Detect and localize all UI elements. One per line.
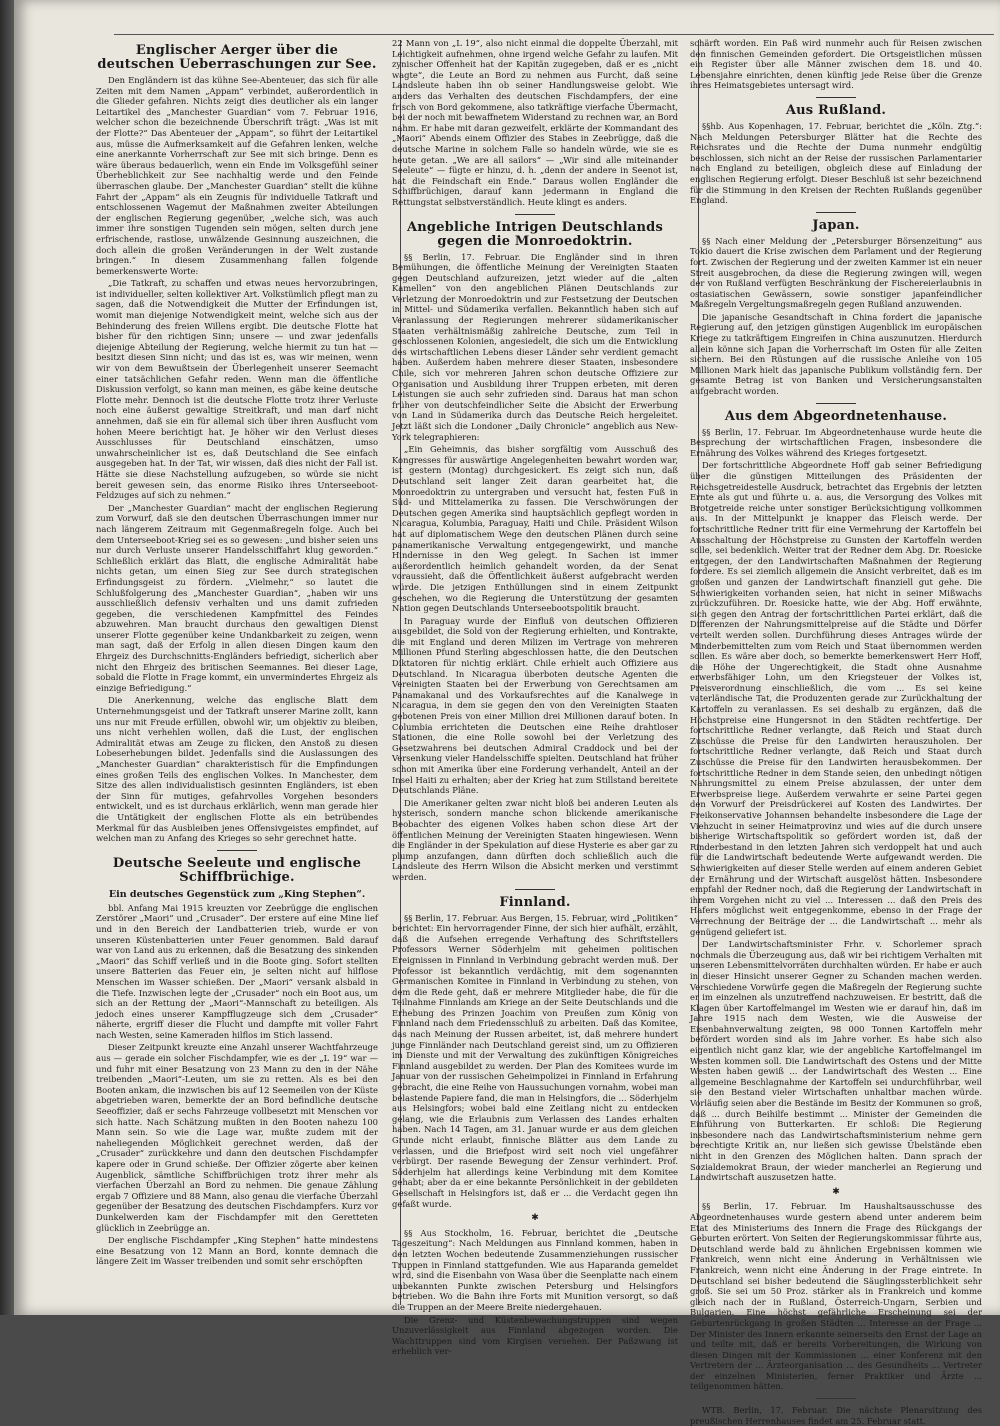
paragraph: Die Anerkennung, welche das englische Blatt dem Unternehmungsgeist und der Tatkraft unserer Marine zollt, kann uns nur mit Freude erfüllen, obwohl wir, um objektiv zu bleiben, uns nicht verhehlen wollen, daß die Lust, der englischen Admiralität etwas am Zeuge zu flicken, den Anstoß zu diesen Lobeserhebungen bildet. Jedenfalls sind die Auslassungen des „Manchester Guardian“ charakteristisch für die Empfindungen eines großen Teils des englischen Volkes. In Manchester, dem Sitze des allen individualistisch gesinnten Engländers, ist eben der Sinn für mutiges, gefahrvolles Vorgehen besonders entwickelt, und es ist durchaus erklärlich, wenn man gerade hier die Untätigkeit der englischen Flotte als ein betrübendes Merkmal für das Ausbleiben jenes Offensivgeistes empfindet, auf welchen man zu Anfang des Krieges so sehr gerechnet hatte. <box>96 695 378 844</box>
paragraph: WTB. Berlin, 17. Februar. Die nächste Plenarsitzung des preußischen Herrenhauses findet am 25. Februar statt. <box>690 1405 982 1426</box>
paragraph: §§ Nach einer Meldung der „Petersburger Börsenzeitung“ aus Tokio dauert die Krise zwischen dem Parlament und der Regierung fort. Zwischen der Regierung und der zweiten Kammer ist ein neuer Streit ausgebrochen, da diese die Regierung zwingen will, wegen der von Rußland verfügten Beschränkung der Fischereierlaubnis in ostasiatischen Gewässern, sowie sonstiger japanfeindlicher Maßregeln Vergeltungsmaßregeln gegen Rußland anzuwenden. <box>690 235 982 310</box>
book-binding <box>0 0 14 1315</box>
headline-finnland: Finnland. <box>499 894 571 910</box>
paragraph: Der „Manchester Guardian“ macht der englischen Regierung zum Vorwurf, daß sie den deutschen Überraschungen immer nur nach längerem Zeitraum mit Gegenmaßregeln folge. Auch bei dem Unterseeboot-Krieg sei es so gewesen: „und bisher seien uns nur durch Verluste unserer Handelsschiffahrt klug geworden.“ Schließlich erklärt das Blatt, die englische Admiralität habe nichts getan, um einen Sieg zur See durch strategischen Erfindungsgeist zu fördern. „Vielmehr,“ so lautet die Schlußfolgerung des „Manchester Guardian“, „haben wir uns ausschließlich defensiv verhalten und uns damit zufrieden gegeben, die verschiedenen Kampfmittel des Feindes abzuwehren. Man braucht durchaus den gewaltigen Dienst unserer Flotte gegenüber keine Undankbarkeit zu zeigen, wenn man sagt, daß der Erfolg in allen diesen Dingen kaum den Ehrgeiz des Durchschnitts-Engländers befriedigt, sicherlich aber nicht den Ehrgeiz des britischen Seemannes. Bei dieser Lage, sobald die Flotte in Frage kommt, ein unvermindertes Ehrgeiz als einzige Befriedigung.“ <box>96 502 378 693</box>
paragraph: §§ Aus Stockholm, 16. Februar, berichtet die „Deutsche Tageszeitung“: Nach Meldungen aus Finnland kommen, haben in den letzten Wochen bedeutende Zusammenziehungen russischer Truppen in Finnland stattgefunden. Wie aus Haparanda gemeldet wird, sind die Eisenbahn von Wasa über die Seenplatte nach einem unbekannten Punkte zwischen Petersburg und Helsingfors betrieben. Wo die Bahn ihre Forts mit Munition versorgt, so daß die Truppen an der Meere Breite niedergehauen. <box>392 1227 679 1312</box>
paragraph: Den Engländern ist das kühne See-Abenteuer, das sich für alle Zeiten mit dem Namen „Appam“ verbindet, außerordentlich in die Glieder gefahren. Nichts zeigt dies deutlicher als ein langer Leitartikel des „Manchester Guardian“ vom 7. Februar 1916, welcher schon die bezeichnende Überschrift trägt: „Was ist mit der Flotte?“ Das Abenteuer der „Appam“, so führt der Leitartikel aus, müsse die Aufmerksamkeit auf die Gefahren lenken, welche eine anerkannte Vorherrschaft zur See mit sich bringe. Denn es wäre überaus bedauerlich, wenn ein Ende im Volksgefühl seiner Überheblichkeit zur See nachhaltig werde und den Feinde überraschen glaube. Der „Manchester Guardian“ stellt die kühne Fahrt der „Appam“ als ein Zeugnis für individuelle Tatkraft und entschlossenen Wagemut der Maßnahmen zweiter Abteilungen der englischen Regierung gegenüber, „welche sich, was auch immer ihre sonstigen Tugenden sein mögen, selten durch jene erfrischende, rastlose, unwälzende Gesinnung auszeichnen, die doch allein die großen Veränderungen in der Welt zustande bringen.“ In diesem Zusammenhang fallen folgende bemerkenswerte Worte: <box>96 75 378 276</box>
headline-abgeordnetenhaus: Aus dem Abgeordnetenhause. <box>724 408 948 424</box>
paragraph: „Ein Geheimnis, das bisher sorgfältig vom Ausschuß des Kongresses für auswärtige Angelegenheiten bewahrt worden war, ist gestern (Montag) durchgesickert. Es zeigt sich nun, daß Deutschland seit langer Zeit daran gearbeitet hat, die Monroedoktrin zu untergraben und versucht hat, festen Fuß in Süd- und Mittelamerika zu fassen. Die Verschwörungen der Deutschen gegen Amerika sind hauptsächlich gepflegt worden in Nicaragua, Kolumbia, Paraguay, Haiti und Chile. Präsident Wilson hat auf diplomatischem Wege den deutschen Plänen durch seine panamerikanische Verwaltung entgegengewirkt, und manche Hindernisse in den Weg gelegt. In Sachen ist immer außerordentlich heimlich gehandelt worden, da der Senat voraussieht, daß die Öffentlichkeit äußerst aufgebracht werden würde. Die jetzigen Enthüllungen sind in einem Zeitpunkt geschehen, wo die Regierung die Unterstützung der gesamten Nation gegen Deutschlands Unterseebootspolitik braucht. <box>392 444 678 614</box>
paragraph: §§ Berlin, 17. Februar. Die Engländer sind in ihren Bemühungen, die öffentliche Meinung der Vereinigten Staaten gegen Deutschland aufzureizen, jetzt wieder auf die „alten Kamellen“ von den angeblichen Plänen Deutschlands zur Verletzung der Monroedoktrin und zur Festsetzung der Deutschen in Mittel- und Südamerika verfallen. Bekanntlich haben sich auf Veranlassung der Regierungen mehrerer südamerikanischer Staaten verhältnismäßig zahlreiche Deutsche, zum Teil in geschlossenen Kolonien, angesiedelt, die sich um die Entwicklung des wirtschaftlichen Lebens dieser Länder sehr verdient gemacht haben. Außerdem haben mehrere dieser Staaten, insbesondere Chile, sich vor mehreren Jahren schon deutsche Offiziere zur Organisation und Ausbildung ihrer Truppen erbeten, mit deren Leistungen sie auch sehr zufrieden sind. Daraus hat man schon früher von deutschfeindlicher Seite die Absicht der Erwerbung von Land in Südamerika durch das Deutsche Reich hergeleitet. Jetzt läßt sich die Londoner „Daily Chronicle“ angeblich aus New-York telegraphieren: <box>392 251 678 442</box>
separator <box>515 889 555 890</box>
paragraph: §§ Berlin, 17. Februar. Im Haushaltsausschusse des Abgeordnetenhauses wurde gestern abend unter anderem beim Etat des Ministeriums des Innern die Frage des Rückgangs der Geburten erörtert. Von Seiten der Regierungskommissar führte aus, Deutschland werde bald zu ähnlichen Ergebnissen kommen wie Frankreich, wenn nicht eine Änderung in Verhältnissen wie Frankreich, wenn nicht eine Änderung in der Frage eintrete. In Deutschland sei bisher bedeutend die Säuglingssterblichkeit sehr groß. Sie sei um 50 Proz. stärker als in Frankreich und komme gleich nach der in Rußland, Österreich-Ungarn, Serbien und Bulgarien. Eine höchst gefährliche Erscheinung sei der Geburtenrückgang in großen Städten ... Interesse an der Frage ... Der Minister des Innern erkannte seinerseits den Ernst der Lage an und teilte mit, daß er bereits Vorbereitungen, die Wirkung von diesen Dingen mit der Kommissionen ... einer Konferenz mit den Vertretern der ... Ärzteorganisation ... des Gesundheits ... Vertreter der einzelnen Ministerien, ferner Praktiker und Ärzte ... teilgenommen hätten. <box>690 1201 982 1392</box>
paragraph: Der fortschrittliche Abgeordnete Hoff gab seiner Befriedigung über die günstigen Mitteilungen des Präsidenten der Reichsgetreidestelle Ausdruck, betrachtet das Ergebnis der letzten Ernte als gut und führte u. a. aus, die Versorgung des Volkes mit Brotgetreide reiche unter sonstiger Berücksichtigung vollkommen aus. In der Mittelpunkt je knapper das Fleisch werde. Der fortschrittliche Redner tritt für eine Vermehrung der Kartoffeln bei Ausschaltung der Höchstpreise zu Gunsten der Kartoffeln werden solle, sei bedenklich. Weiter trat der Redner dem Abg. Dr. Roesicke entgegen, der den Landwirtschaften Maßnahmen der Regierung fordere. Es sei ziemlich allgemein die Ansicht verbreitet, daß es im großen und ganzen der Landwirtschaft finanziell gut gehe. Die Schwierigkeiten vorhanden seien, hat nicht in seiner Mißwachs zurückzuführen. Dr. Roesicke hatte, wie der Abg. Hoff erwähnte, sich gegen den Antrag der fortschrittlichen Partei erklärt, daß die Differenzen der Nahrungsmittelpreise auf die Städte und Dörfer verteilt werden sollen. Durchführung dieses Antrages würde der Minderbemittelten zum vom Reich und Staat übernommen werden sollen. Es wäre aber doch, so bemerkte bemerkenswert Herr Hoff, die Höhe der Ungerechtigkeit, die Stadt ohne Ausnahme erwerbsfähiger Lohn, um den Kriegsteuer der Volkes ist, Preisverordnung einschließlich, die vom ... Es sei keine vaterländische Tat, die Produzenten gerade zur Zurückhaltung der Kartoffeln zu veranlassen. Es sei deshalb zu ergänzen, daß die Höchstpreise eine Hungersnot in den Städten rechtfertige. Der fortschrittliche Redner verlangte, daß Reich und Staat durch Zuschüsse die Preise für den Landwirten herauszuholen. Der fortschrittliche Redner verlangte, daß Reich und Staat durch Zuschüsse die Preise für den Landwirten herausbekommen. Der fortschrittliche Redner in dem Stande seien, den unbedingt nötigen Nahrungsmittel zu einem Preise abzulassen, der unter dem Erwerbspreise liege. Außerdem verwahrte er seine Partei gegen den Vorwurf der Preisdrückerei auf Kosten des Landwirtes. Der Freikonservative Johannsen behandelte insbesondere die Lage der Viehzucht in seiner Heimatprovinz und wies auf die durch unsere bisherige Wirtschaftspolitik so gefördert worden ist, daß der Rinderbestand in den letzten Jahren sich verdoppelt hat und auch für die Landwirtschaft bedeutende Werte aufgewandt werden. Die Schwierigkeiten auf dieser Stelle werden auf einem anderen Gebiet der Ernährung und der Wirtschaft ausgelöst hätten. Insbesondere empfahl der Redner noch, daß die Regierung der Landwirtschaft in ihrem Vorgehen nicht zu viel ... Interessen ... daß den Preis des Hafers möglichst weit entgegenkomme, ebenso in der Frage der Verrechnung der Beiträge der ... die Landwirtschaft ... mehr als genügend geliefert ist. <box>690 460 982 937</box>
headline-monroedoktrin: Angebliche Intrigen Deutschlands gegen die Monroedoktrin. <box>406 219 663 249</box>
paragraph: §§hb. Aus Kopenhagen, 17. Februar, berichtet die „Köln. Ztg.“: Nach Meldungen Petersburger Blätter hat die Rechte des Reichsrates und die Rechte der Duma nunmehr endgültig beschlossen, sich nicht an der Reise der russischen Parlamentarier nach England zu beteiligen, obgleich diese auf Einladung der englischen Regierung erfolgt. Dieser Beschluß ist sehr bezeichnend für die Stimmung in den Kreisen der Rechten Rußlands gegenüber England. <box>690 120 982 206</box>
separator <box>816 403 856 404</box>
asterisk-divider: ✱ <box>531 1213 539 1224</box>
headline-deutsche-seeleute: Deutsche Seeleute und englische Schiffbrüchige. <box>112 855 362 885</box>
separator <box>217 850 257 851</box>
paragraph: §§ Berlin, 17. Februar. Im Abgeordnetenhause wurde heute die Besprechung der wirtschaftlichen Fragen, insbesondere die Ernährung des Volkes während des Krieges fortgesetzt. <box>690 426 982 458</box>
paragraph: Die Grenz- und Küstenbewachungstruppen sind wegen Unzuverlässigkeit aus Finnland abgezogen worden. Die Wachttruppen sind vom Kirgisen versehen. Der Paßzwang ist erheblich ver- <box>392 1314 678 1357</box>
separator <box>816 97 856 98</box>
paragraph: Die japanische Gesandtschaft in China fordert die japanische Regierung auf, den jetzigen günstigen Augenblick im europäischen Kriege zu tatkräftigem Eingreifen in China auszunutzen. Hierdurch allein könne sich Japan die Vorherrschaft im Osten für alle Zeiten sichern. Bei den Rüstungen auf die russische Anleihe von 105 Millionen Mark hielt das japanische Publikum vollständig fern. Der gesamte Betrag ist von Banken und Versicherungsanstalten aufgebracht worden. <box>690 311 982 397</box>
paragraph: 22 Mann von „L 19“, also nicht einmal die doppelte Überzahl, mit Leichtigkeit aufnehmen, ohne irgend welche Gefahr zu laufen. Mit zynischer Offenheit hat der Kapitän zugegeben, daß er es „nicht wagte“, die Leute an Bord zu nehmen aus Furcht, daß seine Landsleute haben ihn ob seiner Handlungsweise gelobt. Wie anders das Verhalten des deutschen Fischdampfers, der eine frisch von Bord gekommene, also tatkräftige vierfache Übermacht, bei der noch mit bewaffnetem Widerstand zu rechnen war, an Bord nahm. Er habe mit daran gezweifelt, erklärte der Kommandant des „Maori“ Abends einem Offizier des Stabes in Zeebrügge, daß die deutsche Marine in solchem Falle so handeln würde, wie sie es heute getan. „We are all sailors“ — „Wir sind alle miteinander Seeleute“ — fügte er hinzu, d. h. „denn der andere in Seenot ist, hat die Feindschaft ein Ende.“ Daraus wollen Engländer die Schiffbrüchigen, darauf kann jedermann in England die Rettungstat selbstverständlich. Heute klingt es anders. <box>392 38 678 207</box>
separator <box>816 212 856 213</box>
column-2 <box>392 38 679 1357</box>
headline-englischer-aerger: Englischer Aerger über die deutschen Ueberraschungen zur See. <box>97 43 377 72</box>
headline-aus-russland: Aus Rußland. <box>785 102 887 118</box>
asterisk-divider: ✱ <box>832 1186 840 1197</box>
paragraph: Der englische Fischdampfer „King Stephen“ hatte mindestens eine Besatzung von 12 Mann an Bord, konnte demnach die längere Zeit im Wasser treibenden und somit sehr erschöpften <box>96 1235 378 1267</box>
separator <box>816 1398 856 1399</box>
paragraph: bbl. Anfang Mai 1915 kreuzten vor Zeebrügge die englischen Zerstörer „Maori“ und „Crusader“. Der erstere auf eine Mine lief und in den Bereich der Landbatterien trieb, wurde er von unseren Küstenbatterien unter Feuer genommen. Bald darauf war von Land aus zu erkennen, daß die Besatzung des sinkenden „Maori“ das Schiff verließ und in die Boote ging. Sofort stellten unsere Batterien das Feuer ein, je selten nicht auf hilflose Menschen im Wasser schießen. Der „Maori“ versank alsbald in die Tiefe. Inzwischen legte der „Crusader“ noch ein Boot aus, um sich an der Rettung der „Maori“-Mannschaft zu beteiligen. Als jedoch eines unserer Kampfflugzeuge sich dem „Crusader“ näherte, ergriff dieser die Flucht und dampfte mit voller Fahrt nach Westen, seine Kameraden hilflos im Stich lassend. <box>96 902 378 1040</box>
paragraph: Dieser Zeitpunkt kreuzte eine Anzahl unserer Wachtfahrzeuge aus — gerade ein solcher Fischdampfer, wie es der „L 19“ war — und fuhr mit einer Besatzung von 23 Mann zu den in der Nähe treibenden „Maori“-Leuten, um sie zu retten. Als es bei den Booten ankam, die inzwischen bis auf 12 Seemeilen von der Küste abgetrieben waren, bemerkte der an Bord befindliche deutsche Seeoffizier, daß er sechs Fahrzeuge vollbesetzt mit Menschen vor sich hatte. Nach Schätzung mußten in den Booten nahezu 100 Mann sein. So wie die Lage war, mußte zudem mit der naheliegenden Möglichkeit gerechnet werden, daß der „Crusader“ zurückkehre und dann den deutschen Fischdampfer kapere oder in Grund schieße. Der Offizier zögerte aber keinen Augenblick, sämtliche Schiffbrüchigen trotz ihrer mehr als vierfachen Überzahl an Bord zu nehmen. Die genaue Zählung ergab 7 Offiziere und 88 Mann, also genau die vierfache Überzahl gegenüber der Besatzung des deutschen Fischdampfers. Kurz vor Dunkelwerden kam der Fischdampfer mit den Geretteten glücklich in Zeebrügge an. <box>96 1042 379 1233</box>
top-rule <box>114 34 994 35</box>
paragraph: „Die Tatkraft, zu schaffen und etwas neues hervorzubringen, ist individueller, selten kollektiver Art. Volkstümlich pflegt man zu sagen, daß die Notwendigkeit die Mutter der Erfindungen ist, womit man diejenige Notwendigkeit meint, welche sich aus der Behinderung des freien Willens ergibt. Die deutsche Flotte hat bisher für den richtigen Sinn; unsere — und zwar jedenfalls diejenige Abteilung der Regierung, welche hiermit zu tun hat — besitzt diesen Sinn nicht; und das ist es, was wir meinen, wenn wir von dem Bewußtsein der Überlegenheit unserer Seemacht einer tatsächlichen Gefahr reden. Wenn man die öffentliche Diskussion verfolgt, so kann man meinen, es gäbe keine deutsche Flotte mehr. Dennoch ist die deutsche Flotte trotz ihrer Verluste noch eine äußerst gewaltige Streitkraft, und man darf nicht annehmen, daß sie ein für allemal sich über ihren Ausflucht vom hohen Meere berichtigt hat. Je höher wir den Verlust dieses Ausschlusses für Deutschland einschätzen, umso unwahrscheinlicher ist es, daß Deutschland die See einfach ausgegeben hat. In der Tat, wir wissen, daß dies nicht der Fall ist. Hätte sie diese Nachstellung aufzugeben, so würde sie nicht bereit gewesen sein, das enorme Risiko ihres Unterseeboot-Feldzuges auf sich zu nehmen.“ <box>96 278 378 501</box>
paragraph: Der Landwirtschaftsminister Frhr. v. Schorlemer sprach nochmals die Überzeugung aus, daß wir bei richtigem Verhalten mit unseren Lebensmittelvorräten durchhalten würden. Er habe er auch in dieser Hinsicht unserer Gegner zu Schanden machen werden. Verschiedene Vorwürfe gegen die Maßregeln der Regierung suchte er im einzelnen als unzutreffend nachzuweisen. Er bestritt, daß die Klagen über Kartoffelmangel im Westen wie er darauf hin, daß im Jahre 1915 nach dem Westen, wie die Ausweise der Eisenbahnverwaltung zeigten, 98 000 Tonnen Kartoffeln mehr befördert worden sind als im Jahre vorher. Es habe sich also eigentlich nicht ganz klar, wie der angebliche Kartoffelmangel im Westen kommen soll. Die Landwirtschaft des Ostens und der Mitte Westen haben gewiß ... der Landwirtschaft des Westen ... Eine allgemeine Beschlagnahme der Kartoffeln sei undurchführbar, weil sie den Bestand vieler Wirtschaften unhaltbar machen würde. Vorläufig seien aber die Bestände im Besitz der Kommunen so groß, daß ... durch Beihilfe bestimmt ... Minister der Gemeinden die Einführung von Butterkarten. Er schloß: Die Regierung insbesondere nach das Landwirtschaftsministerium nehme gern berechtigte Kritik an, nur ließen sich gewisse Übelstände eben nicht in den Grenzen des Möglichen halten. Dann sprach der Sozialdemokrat Braun, der wieder mancherlei an Regierung und Landwirtschaft auszusetzen hatte. <box>690 939 982 1183</box>
column-3 <box>690 38 982 1426</box>
paragraph: §§ Berlin, 17. Februar. Aus Bergen, 15. Februar, wird „Politiken“ berichtet: Ein hervorragender Finne, der sich hier aufhält, erzählt, daß die Aufsehen erregende Verhaftung des Schriftstellers Professors Werner Söderhjelm mit geheimen politischen Ereignissen in Finnland in Verbindung gebracht werden muß. Der Professor ist bekanntlich verdächtig, mit dem sogenannten Germanischen Komitee in Finnland in Verbindung zu stehen, von dem die Rede geht, daß er mehrere Mitglieder habe, die für die Teilnahme Finnlands am Kriege an der Seite Deutschlands und die Erhebung des Prinzen Joachim von Preußen zum König von Finnland nach dem Friedensschluß zu arbeiten. Daß das Komitee, das nach Meinung der Russen arbeitet, ist, daß mehrere hundert junge Finnländer nach Deutschland gereist sind, um zu Offizieren im Dienste und mit der Verwaltung des zukünftigen Königreiches Finnland ausgebildet zu werden. Der Plan des Komitees wurde im Januar von der russischen Geheimpolizei in Finnland in Erfahrung gebracht, die eine Reihe von Haussuchungen vornahm, wobei man belastende Papiere fand, die man in Helsingfors, die ... Söderhjelm aus Helsingfors; wobei bald eine Zeitlang nicht zu entdecken gelang, wie die Erlaubnis zum Verlassen des Landes erhalten haben. Nach 14 Tagen, am 31. Januar wurde er aus dem gleichen Grunde nicht erlaubt, finnische Blätter aus dem Lande zu verlassen, und die Briefpost wird seit noch viel ungefährer verbürgt. Der rasende Bewegung der Zensur verhindert. Prof. Söderhjelm hat allerdings keine Verbindung mit dem Komitee gehabt; aber da er eine bekannte Persönlichkeit in der gebildeten Gesellschaft in Helsingfors ist, daß er ... die Verdacht gegen ihn gefaßt wurde. <box>392 912 678 1209</box>
paragraph: In Paraguay wurde der Einfluß von deutschen Offizieren ausgebildet, die Sold von der Regierung erhielten, und Kontrakte, die mit England und deren Milizen im Vertrage von mehreren Millionen Pfund Sterling abgeschlossen hatte, die den Deutschen Diktatoren für nichtig erklärt. Chile erhielt auch Offiziere aus Deutschland. In Nicaragua überboten deutsche Agenten die Vereinigten Staaten bei der Erwerbung von Gerechtsamen am Panamakanal und des Vorkaufsrechtes auf die Kanalwege in Nicaragua, in dem sie gegen den von den Vereinigten Staaten gebotenen Preis von einer Million drei Millionen darauf boten. In Columbia errichteten die Deutschen eine Reihe drahtloser Stationen, die eine Rolle sowohl bei der Verletzung des Gesetzwahrens bei deutschen Admiral Craddock und bei der Versenkung vieler Handelsschiffe spielten. Deutschland hat früher schon mit Amerika über eine Forderung verhandelt, Anteil an der Insel Haiti zu erhalten; aber der Krieg hat zum Stillstand bereitete Deutschlands Pläne. <box>392 615 678 796</box>
column-1 <box>96 38 378 1308</box>
separator <box>515 214 555 215</box>
paragraph: Die Amerikaner gelten zwar nicht bloß bei anderen Leuten als hysterisch, sondern manche schon blickende amerikanische Beobachter des eigenen Volkes haben schon diese Art der öffentlichen Meinung der Vereinigten Staaten hingewiesen. Wenn die Engländer in der Spekulation auf diese Hysterie es aber gar zu plump anzufangen, dann dürften doch schließlich auch die Landsleute des Herrn Wilson die Absicht merken und verstimmt werden. <box>392 797 678 882</box>
paragraph: schärft worden. Ein Paß wird nunmehr auch für Reisen zwischen den finnischen Gemeinden gefordert. Die Ortsgeistlichen müssen ein Register über alle Männer zwischen dem 18. und 40. Lebensjahre einrichten, denen künftig jede Reise über die Grenze ihres Heimatsgebietes untersagt wird. <box>690 38 982 91</box>
subheadline-king-stephen: Ein deutsches Gegenstück zum „King Stephen“. <box>108 888 366 900</box>
headline-japan: Japan. <box>812 217 860 233</box>
